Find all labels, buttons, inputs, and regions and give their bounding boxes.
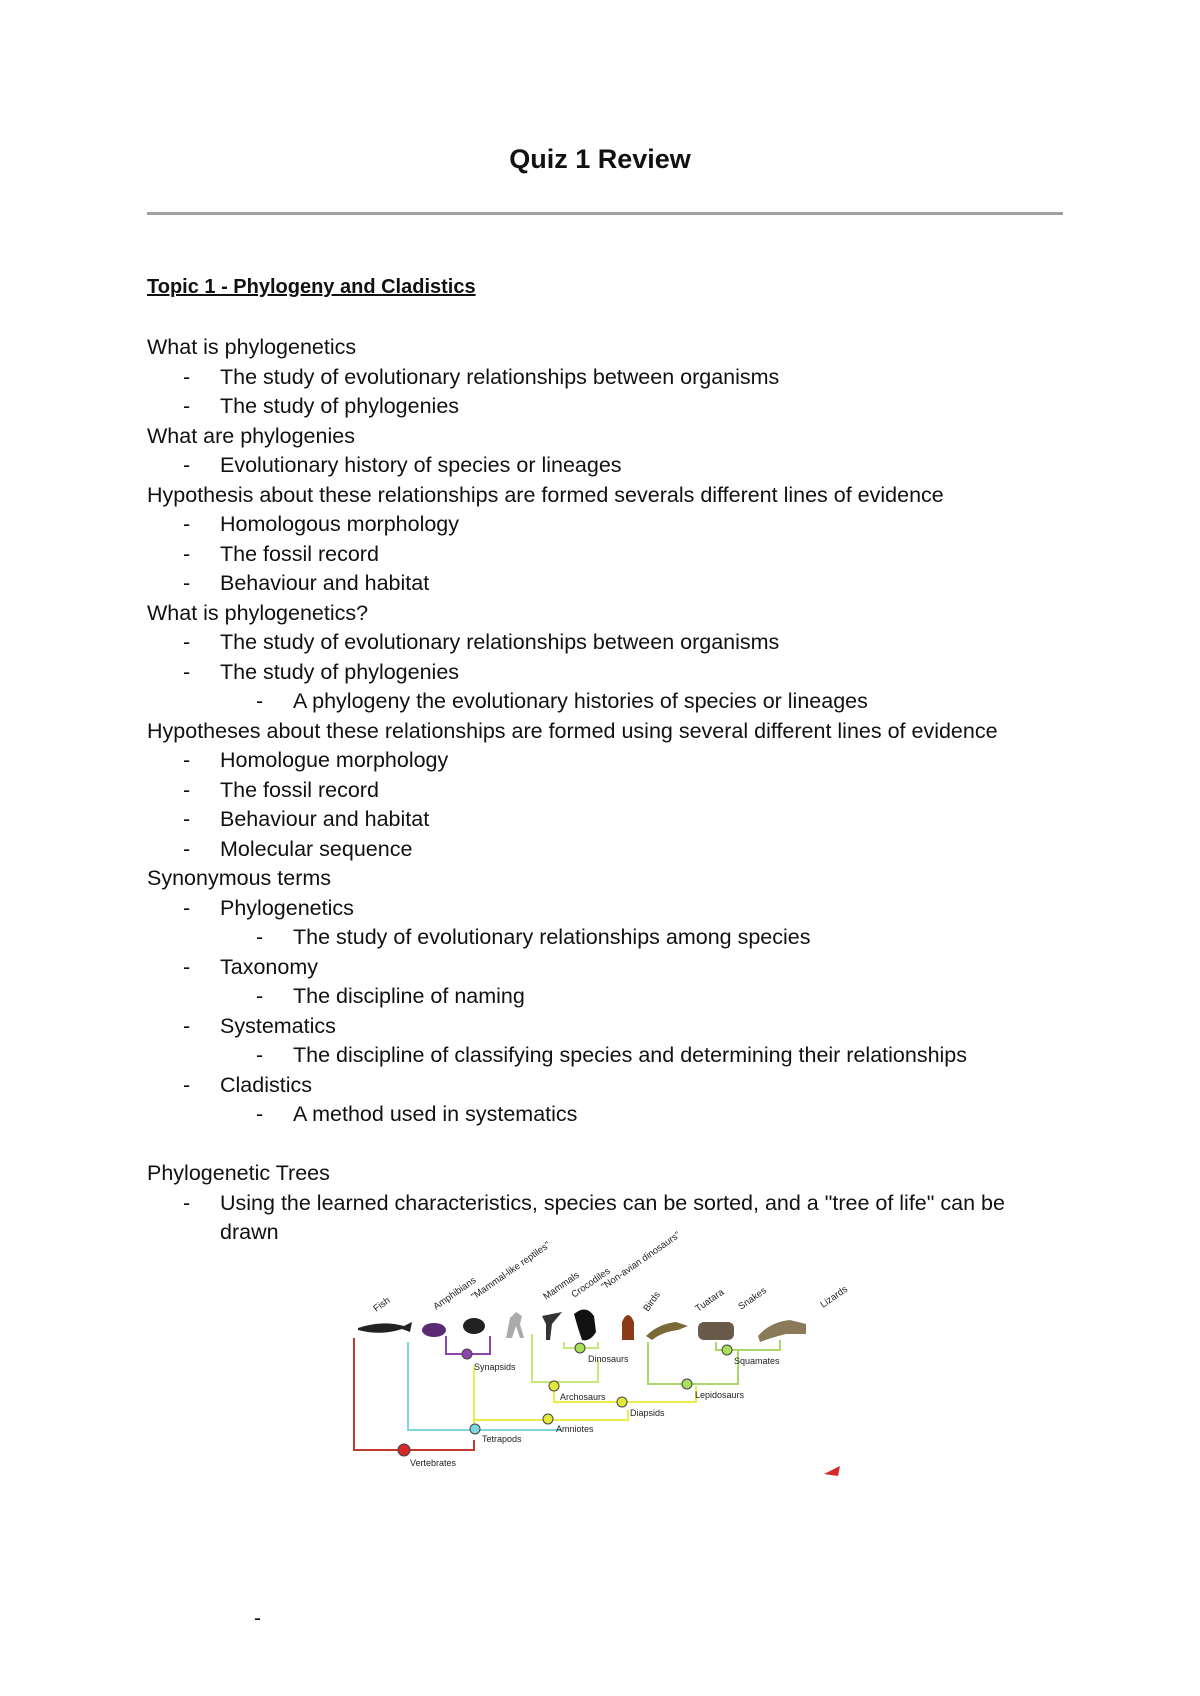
note-text: Molecular sequence [220,836,413,861]
note-text: Behaviour and habitat [220,571,430,595]
bullet-item [147,1012,1067,1042]
synapsids-node [462,1349,472,1359]
bullet-dash: - [183,364,191,389]
note-line [147,481,1067,511]
bullet-dash: - [183,512,191,536]
amniotes-node [543,1414,553,1424]
tip-label: "Non-avian dinosaurs" [599,1229,683,1293]
note-text: Phylogenetics [220,895,354,920]
amphibian-silhouette [422,1323,446,1337]
bullet-dash: - [183,394,191,418]
bullet-item [147,894,1067,924]
bullet-dash: - [183,659,191,684]
diapsids-node [617,1397,627,1407]
note-text: Using the learned characteristics, species can be sorted, and a "tree of life" can be drawn [220,1190,1005,1244]
tetrapods-node [470,1424,480,1434]
bullet-item [147,628,1067,658]
dinosaur-silhouette [574,1309,596,1340]
tetrapods-branch [408,1342,562,1430]
tip-label: "Mammal-like reptiles" [469,1239,553,1303]
note-text: The study of evolutionary relationships between organisms [220,630,780,654]
bullet-item [147,953,1067,983]
node-label: Lepidosaurs [695,1390,745,1400]
title-divider [147,212,1063,215]
note-text: The study of evolutionary relationships among species [293,925,811,949]
note-text: Cladistics [220,1072,312,1097]
tip-label: Crocodiles [569,1265,613,1301]
bullet-dash: - [183,541,191,566]
tip-label: Snakes [736,1285,769,1313]
bullet-item [147,1189,1067,1248]
tip-label: Amphibians [431,1274,479,1313]
sub-bullet-item [147,982,1067,1012]
note-line [147,717,1067,747]
note-text: Hypothesis about these relationships are formed severals different lines of evidence [147,482,944,507]
note-line [147,333,1067,363]
dinosaurs-node [575,1343,585,1353]
bullet-item [147,776,1067,806]
note-text: The discipline of classifying species and determining their relationships [293,1043,968,1067]
note-text: Hypotheses about these relationships are formed using several different lines of evidence [147,718,998,743]
tip-label: Fish [371,1295,393,1315]
note-text: The study of phylogenies [220,394,460,418]
snake-silhouette [698,1322,734,1340]
bird-silhouette [622,1315,634,1340]
bullet-dash: - [183,748,191,772]
bullet-dash: - [183,571,191,595]
sub-bullet-item [147,923,1067,953]
page-title: Quiz 1 Review [509,144,691,174]
bullet-dash: - [183,453,191,477]
notes-list [147,333,1067,1248]
bullet-dash: - [183,630,191,654]
note-text: Evolutionary history of species or lineages [220,453,622,477]
tip-label: Birds [641,1289,663,1314]
crocodile-silhouette [542,1312,562,1340]
note-text: The fossil record [220,541,379,566]
sub-bullet-item [147,687,1067,717]
tip-label: Tuatara [693,1286,727,1315]
note-text: Behaviour and habitat [220,807,430,831]
sub-bullet-item [147,1041,1067,1071]
note-text: The study of evolutionary relationships between organisms [220,364,780,389]
bullet-item [147,1071,1067,1101]
note-text: A method used in systematics [293,1102,578,1126]
bullet-dash: - [183,777,191,802]
bullet-dash: - [183,954,191,979]
lizard-silhouette [758,1320,806,1342]
note-text: A phylogeny the evolutionary histories of species or lineages [293,689,868,713]
bullet-dash: - [256,984,264,1008]
note-line [147,864,1067,894]
bullet-item [147,392,1067,422]
tuatara-silhouette [646,1322,688,1340]
note-text: What is phylogenetics? [147,600,369,625]
bullet-dash: - [256,689,264,713]
node-label: Synapsids [474,1362,516,1372]
bullet-dash: - [256,1043,264,1067]
bullet-dash: - [183,1072,191,1097]
node-label: Squamates [734,1356,780,1366]
note-text: What is phylogenetics [147,335,357,359]
node-label: Tetrapods [482,1434,522,1444]
node-label: Archosaurs [560,1392,606,1402]
bullet-dash: - [183,1190,191,1215]
mammal-silhouette [506,1312,524,1338]
note-text: Phylogenetic Trees [147,1161,330,1185]
bullet-dash: - [256,925,264,949]
note-text: Systematics [220,1013,336,1038]
bullet-dash: - [183,895,191,920]
archosaurs-node [549,1381,559,1391]
section-heading: Topic 1 - Phylogeny and Cladistics [147,276,476,298]
bullet-item [147,746,1067,776]
node-label: Diapsids [630,1408,665,1418]
bullet-item [147,658,1067,688]
note-text: The study of phylogenies [220,659,460,684]
node-label: Vertebrates [410,1458,457,1468]
note-text: The fossil record [220,777,379,802]
bullet-item [147,540,1067,570]
note-text: Taxonomy [220,954,318,979]
bullet-dash: - [183,807,191,831]
bullet-dash: - [256,1102,264,1126]
note-line [147,422,1067,452]
mammal-like-reptile-silhouette [463,1318,485,1334]
bullet-item [147,451,1067,481]
bullet-item [147,363,1067,393]
note-text: What are phylogenies [147,423,355,448]
note-line [147,599,1067,629]
bullet-dash: - [183,1013,191,1038]
note-text: The discipline of naming [293,984,525,1008]
lepidosaurs-node [682,1379,692,1389]
phylogenetic-tree-figure [346,1229,866,1482]
node-label: Dinosaurs [588,1354,629,1364]
bullet-item [147,835,1067,865]
red-marker-icon [824,1466,840,1476]
bullet-item [147,569,1067,599]
vertebrates-node [398,1444,410,1456]
note-text: Synonymous terms [147,866,332,890]
bullet-item [147,510,1067,540]
bullet-item [147,805,1067,835]
tip-label: Mammals [541,1269,582,1303]
fish-silhouette [358,1322,412,1333]
trailing-dash: - [254,1607,261,1630]
note-text: Homologous morphology [220,512,460,536]
note-line [147,1159,1067,1189]
sub-bullet-item [147,1100,1067,1130]
squamates-node [722,1345,732,1355]
node-label: Amniotes [556,1424,594,1434]
note-text: Homologue morphology [220,748,449,772]
tip-label: Lizards [818,1283,850,1311]
bullet-dash: - [183,836,191,861]
